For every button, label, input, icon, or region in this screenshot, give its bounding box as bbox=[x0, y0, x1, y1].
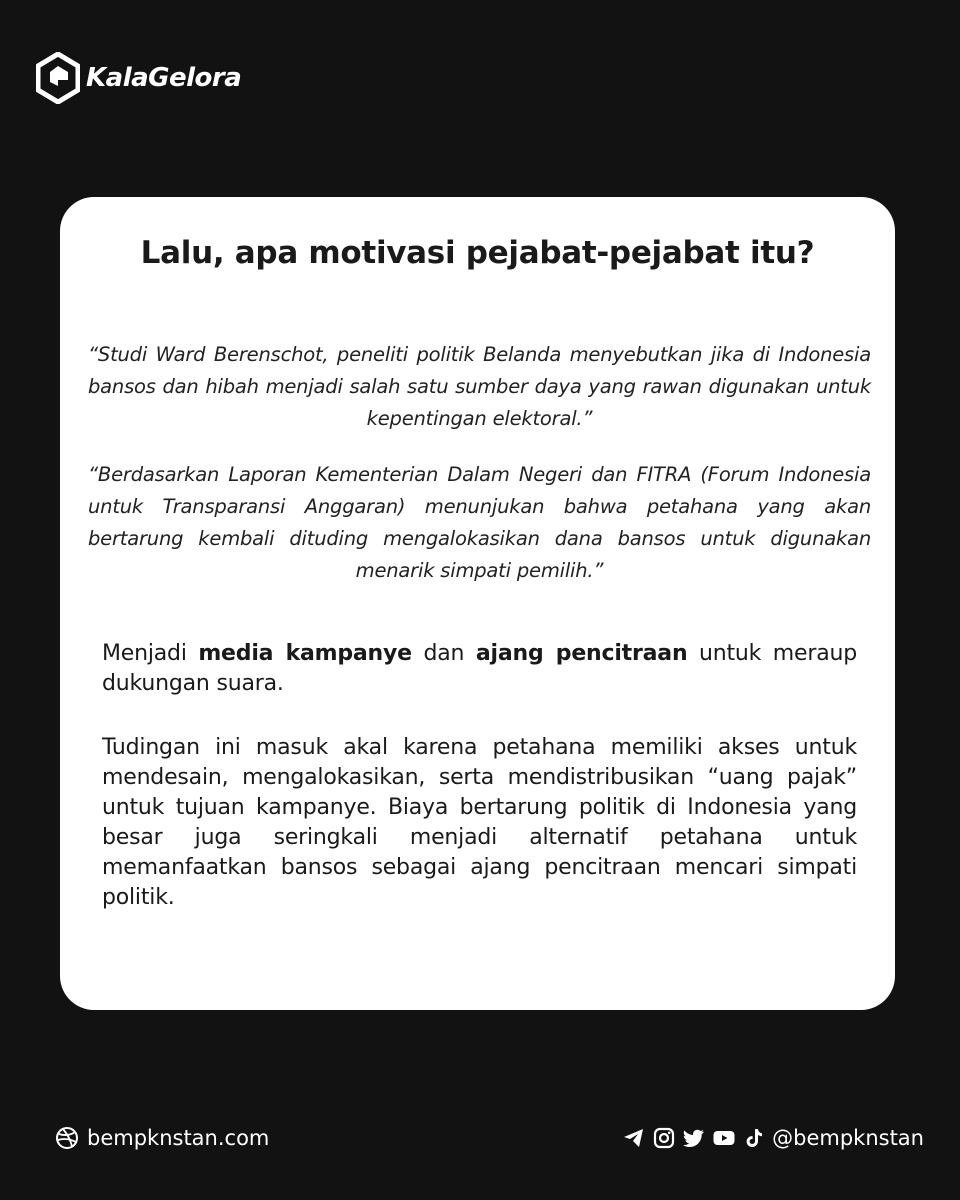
paragraph-campaign-media bbox=[102, 639, 857, 699]
telegram-icon[interactable] bbox=[622, 1126, 646, 1150]
social-handles bbox=[622, 1126, 924, 1150]
bold-media-kampanye: media kampanye bbox=[198, 641, 412, 666]
website-text: bempknstan.com bbox=[87, 1126, 270, 1150]
kalagelora-logo-icon bbox=[36, 52, 80, 104]
website-link[interactable] bbox=[55, 1126, 269, 1150]
twitter-icon[interactable] bbox=[682, 1126, 706, 1150]
paragraph-text: dan bbox=[411, 641, 476, 666]
social-handle: @bempknstan bbox=[772, 1126, 924, 1150]
bold-ajang-pencitraan: ajang pencitraan bbox=[475, 641, 688, 666]
quote-kemendagri-fitra: “Berdasarkan Laporan Kementerian Dalam Negeri dan FITRA (Forum Indonesia untuk Transparansi Anggaran) menunjukan bahwa petahana yang akan bertarung kembali dituding mengalokasikan dana bansos untuk digunakan menarik simpati pemilih.” bbox=[88, 463, 871, 582]
paragraph-text: untuk meraup dukungan suara. bbox=[102, 641, 857, 696]
brand-name: KalaGelora bbox=[86, 63, 242, 93]
brand bbox=[36, 52, 241, 104]
tiktok-icon[interactable] bbox=[742, 1126, 766, 1150]
dribbble-icon bbox=[55, 1126, 79, 1150]
quote-berenschot: “Studi Ward Berenschot, peneliti politik Belanda menyebutkan jika di Indonesia bansos dan hibah menjadi salah satu sumber daya yang rawan digunakan untuk kepentingan elektoral.” bbox=[88, 343, 871, 430]
youtube-icon[interactable] bbox=[712, 1126, 736, 1150]
paragraph-explanation: Tudingan ini masuk akal karena petahana memiliki akses untuk mendesain, mengalokasikan, serta mendistribusikan “uang pajak” untuk tujuan kampanye. Biaya bertarung politik di Indonesia yang besar juga seringkali menjadi alternatif petahana untuk memanfaatkan bansos sebagai ajang pencitraan mencari simpati politik. bbox=[102, 735, 857, 910]
content-card bbox=[60, 197, 895, 1010]
paragraph-text: Menjadi bbox=[102, 641, 199, 666]
card-title: Lalu, apa motivasi pejabat-pejabat itu? bbox=[140, 235, 815, 271]
instagram-icon[interactable] bbox=[652, 1126, 676, 1150]
